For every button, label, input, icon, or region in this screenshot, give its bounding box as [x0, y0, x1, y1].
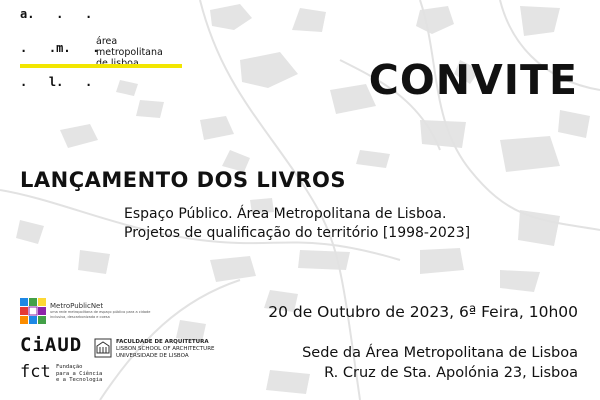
faculdade-arquitetura-logo-icon: [94, 338, 112, 358]
fct-name: [56, 364, 102, 384]
fct-line: e a Tecnologia: [56, 377, 103, 383]
venue-line: R. Cruz de Sta. Apolónia 23, Lisboa: [324, 365, 578, 381]
invitation-title: CONVITE: [368, 56, 578, 104]
aml-logo-line: área: [96, 36, 118, 47]
fct-line: Fundação: [56, 364, 83, 370]
book-subtitle-line: Projetos de qualificação do território [1998-2023]: [124, 225, 471, 241]
aml-logo: [20, 6, 180, 89]
fct-logo: fct: [20, 362, 51, 382]
partner-logos: [20, 296, 260, 396]
aml-logo-underline: [20, 64, 182, 68]
faculdade-line: FACULDADE DE ARQUITETURA: [116, 339, 209, 345]
faculdade-line: LISBON SCHOOL OF ARCHITECTURE: [116, 346, 215, 352]
book-subtitle: [124, 205, 470, 243]
event-date: 20 de Outubro de 2023, 6ª Feira, 10h00: [268, 303, 578, 321]
faculdade-line: UNIVERSIDADE DE LISBOA: [116, 353, 189, 359]
event-venue: [302, 343, 578, 383]
faculdade-arquitetura-text: [116, 339, 215, 360]
ciaud-logo: CiAUD: [20, 334, 83, 356]
fct-line: para a Ciência: [56, 370, 103, 377]
book-subtitle-line: Espaço Público. Área Metropolitana de Lisboa.: [124, 206, 447, 222]
aml-logo-line: metropolitana: [96, 47, 163, 58]
metropublicnet-name: MetroPublicNet: [50, 302, 104, 310]
metropublicnet-logo-icon: [20, 298, 46, 324]
venue-line: Sede da Área Metropolitana de Lisboa: [302, 345, 578, 361]
event-headline: LANÇAMENTO DOS LIVROS: [20, 168, 346, 192]
aml-logo-dots: a. . . . .m. . . l. .: [20, 7, 100, 89]
metropublicnet-tagline: uma rede metropolitana de espaço público para a cidade inclusiva, descarbonizada e coesa: [50, 310, 151, 319]
